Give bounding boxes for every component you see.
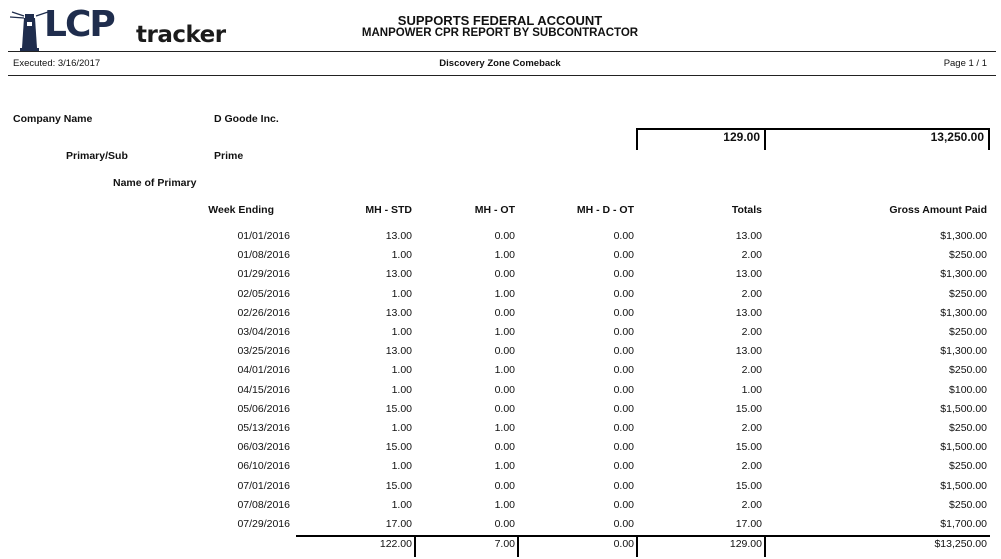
cell-totals: 1.00 xyxy=(741,383,762,396)
cell-gross-amount: $250.00 xyxy=(949,326,987,338)
cell-mh-ot: 1.00 xyxy=(494,364,515,377)
cell-mh-d-ot: 0.00 xyxy=(613,498,634,511)
cell-gross-amount: $250.00 xyxy=(949,364,987,377)
summary-box-left-border xyxy=(636,128,638,150)
col-header-mh-d-ot: MH - D - OT xyxy=(576,204,634,216)
col-header-gross-amount: Gross Amount Paid xyxy=(889,204,987,216)
cell-mh-std: 1.00 xyxy=(391,383,412,396)
cell-mh-std: 1.00 xyxy=(391,422,412,434)
cell-mh-std: 15.00 xyxy=(385,441,412,454)
cell-totals: 17.00 xyxy=(735,518,762,530)
cell-gross-amount: $250.00 xyxy=(949,249,987,262)
primary-sub-value: Prime xyxy=(214,150,244,162)
company-name-value: D Goode Inc. xyxy=(214,113,279,125)
col-header-mh-ot: MH - OT xyxy=(474,204,515,216)
cell-week-ending: 07/01/2016 xyxy=(237,479,290,492)
cell-mh-d-ot: 0.00 xyxy=(613,441,634,454)
cell-totals: 15.00 xyxy=(735,441,762,454)
header-divider-top xyxy=(8,51,996,52)
col-header-week-ending: Week Ending xyxy=(208,204,274,216)
cell-week-ending: 01/08/2016 xyxy=(237,249,290,262)
cell-gross-amount: $250.00 xyxy=(949,422,987,434)
page-number: Page 1 / 1 xyxy=(943,58,987,69)
report-title-line1: SUPPORTS FEDERAL ACCOUNT xyxy=(397,13,603,28)
cell-totals: 2.00 xyxy=(741,326,762,338)
cell-mh-std: 1.00 xyxy=(391,498,412,511)
cell-totals: 2.00 xyxy=(741,364,762,377)
summary-total-hours: 129.00 xyxy=(723,130,760,144)
logo-lcp-text: LCP xyxy=(44,4,114,45)
header-divider-bottom xyxy=(8,75,996,76)
cell-mh-d-ot: 0.00 xyxy=(613,268,634,281)
cell-gross-amount: $1,300.00 xyxy=(940,268,987,281)
cell-mh-d-ot: 0.00 xyxy=(613,364,634,377)
cell-gross-amount: $250.00 xyxy=(949,498,987,511)
totals-sep-1 xyxy=(414,535,416,557)
cell-totals: 13.00 xyxy=(735,230,762,242)
cell-mh-d-ot: 0.00 xyxy=(613,345,634,358)
cell-mh-d-ot: 0.00 xyxy=(613,287,634,300)
cell-mh-std: 1.00 xyxy=(391,326,412,338)
cell-mh-std: 13.00 xyxy=(385,268,412,281)
cell-mh-ot: 0.00 xyxy=(494,441,515,454)
cell-gross-amount: $1,700.00 xyxy=(940,518,987,530)
cell-mh-ot: 0.00 xyxy=(494,230,515,242)
cell-week-ending: 05/13/2016 xyxy=(237,422,290,434)
cell-mh-std: 17.00 xyxy=(385,518,412,530)
cell-week-ending: 06/10/2016 xyxy=(237,460,290,473)
cell-totals: 15.00 xyxy=(735,479,762,492)
cell-mh-ot: 0.00 xyxy=(494,402,515,415)
total-totals: 129.00 xyxy=(729,538,762,550)
totals-sep-4 xyxy=(764,535,766,557)
cell-mh-d-ot: 0.00 xyxy=(613,306,634,319)
cell-gross-amount: $1,500.00 xyxy=(940,441,987,454)
cell-mh-ot: 1.00 xyxy=(494,287,515,300)
col-header-totals: Totals xyxy=(731,204,762,216)
cell-mh-ot: 0.00 xyxy=(494,306,515,319)
name-of-primary-label: Name of Primary xyxy=(113,177,197,189)
cell-week-ending: 07/29/2016 xyxy=(237,518,290,530)
cell-mh-ot: 1.00 xyxy=(494,249,515,262)
cell-totals: 15.00 xyxy=(735,402,762,415)
cell-totals: 2.00 xyxy=(741,460,762,473)
cell-mh-d-ot: 0.00 xyxy=(613,402,634,415)
lcptracker-logo xyxy=(10,4,250,52)
cell-totals: 2.00 xyxy=(741,249,762,262)
col-header-mh-std: MH - STD xyxy=(365,204,412,216)
totals-sep-2 xyxy=(517,535,519,557)
total-mh-d-ot: 0.00 xyxy=(613,538,634,550)
cell-week-ending: 01/29/2016 xyxy=(237,268,290,281)
cell-mh-std: 15.00 xyxy=(385,479,412,492)
cell-gross-amount: $1,300.00 xyxy=(940,306,987,319)
cell-week-ending: 02/05/2016 xyxy=(237,287,290,300)
cell-mh-std: 1.00 xyxy=(391,460,412,473)
cell-mh-d-ot: 0.00 xyxy=(613,249,634,262)
cell-mh-ot: 1.00 xyxy=(494,326,515,338)
cell-mh-std: 13.00 xyxy=(385,306,412,319)
cell-mh-d-ot: 0.00 xyxy=(613,518,634,530)
cell-week-ending: 06/03/2016 xyxy=(237,441,290,454)
cell-mh-d-ot: 0.00 xyxy=(613,383,634,396)
cell-mh-ot: 1.00 xyxy=(494,422,515,434)
cell-mh-std: 1.00 xyxy=(391,287,412,300)
cell-gross-amount: $250.00 xyxy=(949,287,987,300)
cell-week-ending: 01/01/2016 xyxy=(237,230,290,242)
summary-box-mid-border xyxy=(764,128,766,150)
cell-gross-amount: $1,500.00 xyxy=(940,402,987,415)
cell-week-ending: 03/04/2016 xyxy=(237,326,290,338)
company-name-label: Company Name xyxy=(13,113,93,125)
cell-mh-ot: 1.00 xyxy=(494,498,515,511)
cell-mh-ot: 0.00 xyxy=(494,479,515,492)
cell-mh-std: 1.00 xyxy=(391,249,412,262)
cell-gross-amount: $1,300.00 xyxy=(940,345,987,358)
cell-gross-amount: $100.00 xyxy=(949,383,987,396)
cell-totals: 2.00 xyxy=(741,422,762,434)
executed-date: Executed: 3/16/2017 xyxy=(13,58,101,69)
cell-totals: 13.00 xyxy=(735,268,762,281)
summary-total-amount: 13,250.00 xyxy=(930,130,984,144)
cell-totals: 2.00 xyxy=(741,287,762,300)
cell-totals: 2.00 xyxy=(741,498,762,511)
cell-mh-d-ot: 0.00 xyxy=(613,326,634,338)
cell-mh-ot: 0.00 xyxy=(494,383,515,396)
totals-sep-3 xyxy=(636,535,638,557)
cell-week-ending: 02/26/2016 xyxy=(237,306,290,319)
cell-totals: 13.00 xyxy=(735,345,762,358)
cell-mh-ot: 0.00 xyxy=(494,345,515,358)
cell-week-ending: 07/08/2016 xyxy=(237,498,290,511)
report-title-line2: MANPOWER CPR REPORT BY SUBCONTRACTOR xyxy=(361,27,639,39)
total-mh-std: 122.00 xyxy=(379,538,412,550)
cell-mh-std: 15.00 xyxy=(385,402,412,415)
cell-mh-std: 1.00 xyxy=(391,364,412,377)
project-name: Discovery Zone Comeback xyxy=(439,58,561,69)
cell-mh-d-ot: 0.00 xyxy=(613,479,634,492)
cell-totals: 13.00 xyxy=(735,306,762,319)
cell-mh-ot: 1.00 xyxy=(494,460,515,473)
cell-mh-d-ot: 0.00 xyxy=(613,422,634,434)
cell-week-ending: 03/25/2016 xyxy=(237,345,290,358)
total-mh-ot: 7.00 xyxy=(494,538,515,550)
cell-week-ending: 04/15/2016 xyxy=(237,383,290,396)
cell-mh-d-ot: 0.00 xyxy=(613,230,634,242)
cell-mh-ot: 0.00 xyxy=(494,518,515,530)
summary-box-right-border xyxy=(988,128,990,150)
cell-week-ending: 04/01/2016 xyxy=(237,364,290,377)
cell-gross-amount: $1,300.00 xyxy=(940,230,987,242)
primary-sub-label: Primary/Sub xyxy=(66,150,128,162)
cell-gross-amount: $1,500.00 xyxy=(940,479,987,492)
totals-rule xyxy=(296,535,990,537)
logo-tracker-text: tracker xyxy=(136,22,226,48)
cell-gross-amount: $250.00 xyxy=(949,460,987,473)
cell-mh-std: 13.00 xyxy=(385,230,412,242)
cell-week-ending: 05/06/2016 xyxy=(237,402,290,415)
cell-mh-std: 13.00 xyxy=(385,345,412,358)
total-gross-amount: $13,250.00 xyxy=(934,538,987,550)
cell-mh-d-ot: 0.00 xyxy=(613,460,634,473)
cell-mh-ot: 0.00 xyxy=(494,268,515,281)
